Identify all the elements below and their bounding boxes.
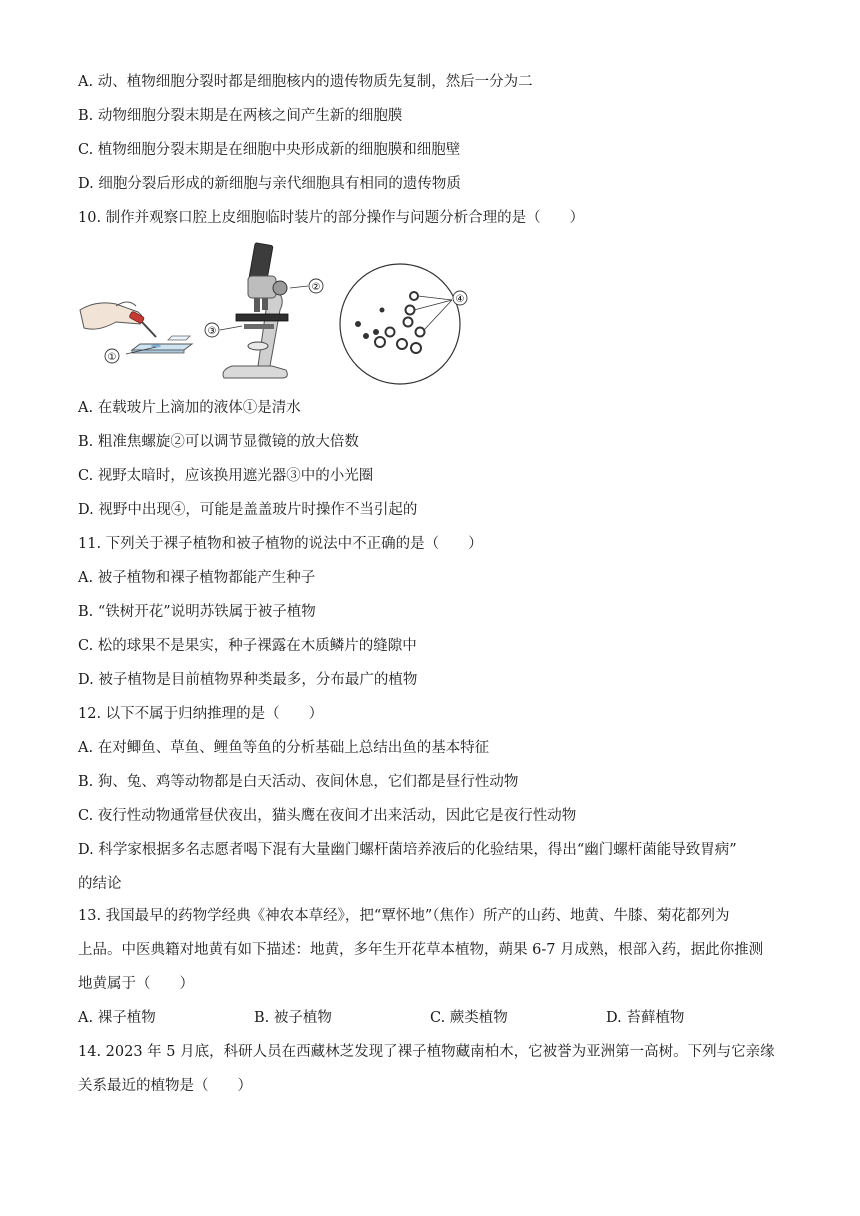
q11-option-d: D. 被子植物是目前植物界种类最多，分布最广的植物 (78, 672, 418, 688)
q14-stem-line-1: 14. 2023 年 5 月底，科研人员在西藏林芝发现了裸子植物藏南柏木，它被誉为亚洲第一高树。下列与它亲缘 (78, 1044, 775, 1060)
microscope-field-of-view (340, 264, 467, 384)
q10-option-a: A. 在载玻片上滴加的液体①是清水 (78, 400, 301, 416)
q9-option-c: C. 植物细胞分裂末期是在细胞中央形成新的细胞膜和细胞壁 (78, 142, 461, 158)
q11-option-c: C. 松的球果不是果实，种子裸露在木质鳞片的缝隙中 (78, 638, 417, 654)
figure-label-2: ② (311, 282, 321, 293)
q13-option-b: B. 被子植物 (254, 1010, 332, 1026)
q9-option-a: A. 动、植物细胞分裂时都是细胞核内的遗传物质先复制，然后一分为二 (78, 74, 533, 90)
q13-option-a: A. 裸子植物 (78, 1010, 156, 1026)
q13-stem-line-3: 地黄属于（ ） (78, 976, 194, 992)
q12-option-c: C. 夜行性动物通常昼伏夜出，猫头鹰在夜间才出来活动，因此它是夜行性动物 (78, 808, 577, 824)
q13-option-c: C. 蕨类植物 (430, 1010, 508, 1026)
q9-option-b: B. 动物细胞分裂末期是在两核之间产生新的细胞膜 (78, 108, 403, 124)
q10-option-b: B. 粗准焦螺旋②可以调节显微镜的放大倍数 (78, 434, 359, 450)
q9-option-d: D. 细胞分裂后形成的新细胞与亲代细胞具有相同的遗传物质 (78, 176, 461, 192)
q13-stem-line-2: 上品。中医典籍对地黄有如下描述：地黄，多年生开花草本植物，蒴果 6-7 月成熟，根部入药，据此你推测 (78, 942, 764, 958)
q10-option-d: D. 视野中出现④，可能是盖盖玻片时操作不当引起的 (78, 502, 418, 518)
figure-label-4: ④ (455, 294, 465, 305)
dropper-slide-illustration (80, 302, 192, 363)
q10-stem: 10. 制作并观察口腔上皮细胞临时装片的部分操作与问题分析合理的是（ ） (78, 210, 585, 226)
q12-option-a: A. 在对鲫鱼、草鱼、鲤鱼等鱼的分析基础上总结出鱼的基本特征 (78, 740, 490, 756)
q10-figure (76, 240, 486, 390)
q12-stem: 12. 以下不属于归纳推理的是（ ） (78, 706, 324, 722)
q11-option-a: A. 被子植物和裸子植物都能产生种子 (78, 570, 316, 586)
q13-option-d: D. 苔藓植物 (606, 1010, 685, 1026)
figure-label-3: ③ (207, 326, 217, 337)
q11-stem: 11. 下列关于裸子植物和被子植物的说法中不正确的是（ ） (78, 536, 483, 552)
q12-option-b: B. 狗、兔、鸡等动物都是白天活动、夜间休息，它们都是昼行性动物 (78, 774, 519, 790)
microscope-illustration (205, 243, 323, 378)
q12-option-d: D. 科学家根据多名志愿者喝下混有大量幽门螺杆菌培养液后的化验结果，得出“幽门螺杆菌能导致胃病” (78, 842, 737, 858)
q10-option-c: C. 视野太暗时，应该换用遮光器③中的小光圈 (78, 468, 374, 484)
q13-options (78, 1008, 778, 1028)
q14-stem-line-2: 关系最近的植物是（ ） (78, 1078, 252, 1094)
q11-option-b: B. “铁树开花”说明苏铁属于被子植物 (78, 604, 316, 620)
q13-stem-line-1: 13. 我国最早的药物学经典《神农本草经》，把“覃怀地”（焦作）所产的山药、地黄、牛膝、菊花都列为 (78, 908, 730, 924)
q12-option-d-continued: 的结论 (78, 876, 122, 892)
figure-label-1: ① (107, 352, 117, 363)
